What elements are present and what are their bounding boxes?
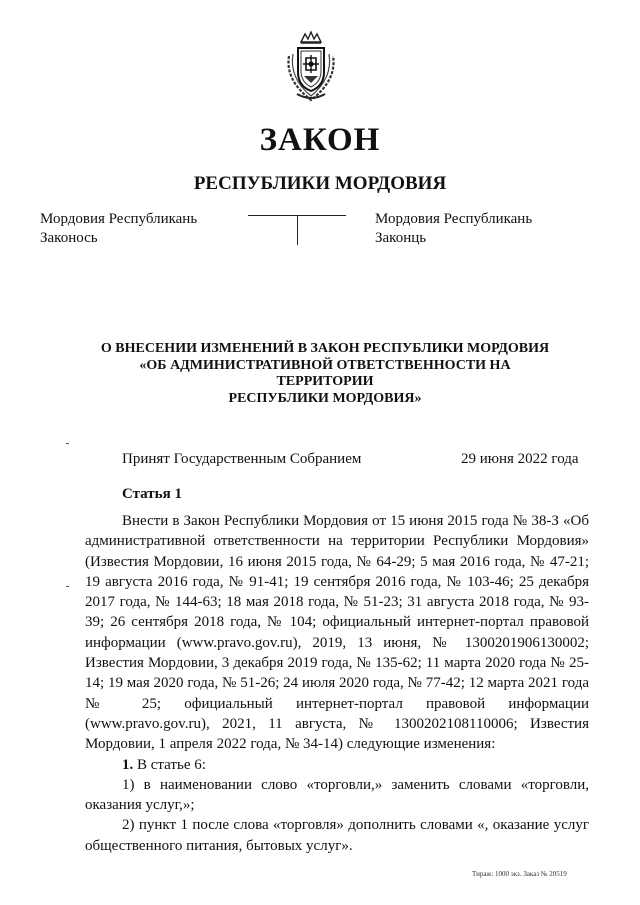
law-title: ЗАКОН xyxy=(259,122,381,158)
header-left-line-1: Мордовия Республикань xyxy=(40,211,198,227)
coat-of-arms-emblem xyxy=(279,28,343,104)
subject-line-2: «ОБ АДМИНИСТРАТИВНОЙ ОТВЕТСТВЕННОСТИ НА ТЕРРИТОРИИ xyxy=(139,357,511,389)
header-divider-vertical xyxy=(297,215,298,245)
adoption-date: 29 июня 2022 года xyxy=(461,451,579,467)
sub-item-2-paragraph: 2) пункт 1 после слова «торговля» дополнить словами «, оказание услуг общественного питания, бытовых услуг». xyxy=(85,817,589,854)
subject-line-1: О ВНЕСЕНИИ ИЗМЕНЕНИЙ В ЗАКОН РЕСПУБЛИКИ МОРДОВИЯ xyxy=(100,341,550,356)
item-1-number: 1. xyxy=(122,756,134,773)
sub-item-1-paragraph: 1) в наименовании слово «торговли,» заменить словами «торговли, оказания услуг,»; xyxy=(85,776,589,814)
law-subject-title xyxy=(90,341,560,407)
article-body xyxy=(85,511,589,856)
header-left-block xyxy=(40,210,197,248)
print-run-note: Тираж: 1000 экз. Заказ № 20519 xyxy=(472,870,567,878)
item-1-paragraph xyxy=(85,755,589,775)
republic-title: РЕСПУБЛИКИ МОРДОВИЯ xyxy=(193,173,447,194)
article-intro-paragraph: Внести в Закон Республики Мордовия от 15 июня 2015 года № 38-З «Об административной ответственности на территории Республики Мордовия» (Известия Мордовии, 16 июня 2015 года, № 64-29; 5 мая 2016 года, № 47-21; 19 августа 2016 года, № 91-41; 19 сентября 2016 года, № 103-46; 25 декабря 2017 года, № 144-63; 18 мая 2018 года, № 51-23; 31 августа 2018 года, № 93-39; 26 сентября 2018 года, № 104; официальный интернет-портал правовой информации (www.pravo.gov.ru), 2019, 13 июня, № 1300201906130002; Известия Мордовии, 3 декабря 2019 года, № 135-62; 11 марта 2020 года № 25-14; 19 мая 2020 года, № 51-26; 24 июля 2020 года, № 77-42; 12 марта 2021 года № 25; официальный интернет-портал правовой информации (www.pravo.gov.ru), 2021, 11 августа, № 1300202108110006; Известия Мордовии, 1 апреля 2022 года, № 34-14) следующие изменения: xyxy=(85,513,589,753)
article-title: Статья 1 xyxy=(122,486,182,502)
scan-speck xyxy=(66,586,69,587)
item-1-text: В статье 6: xyxy=(137,756,206,773)
header-right-block xyxy=(375,210,532,248)
scan-speck xyxy=(66,443,69,444)
header-right-line-2: Законць xyxy=(375,230,427,246)
adopted-by: Принят Государственным Собранием xyxy=(122,451,362,467)
header-right-line-1: Мордовия Республикань xyxy=(375,211,533,227)
subject-line-3: РЕСПУБЛИКИ МОРДОВИЯ» xyxy=(228,390,422,406)
header-left-line-2: Законось xyxy=(40,230,98,246)
